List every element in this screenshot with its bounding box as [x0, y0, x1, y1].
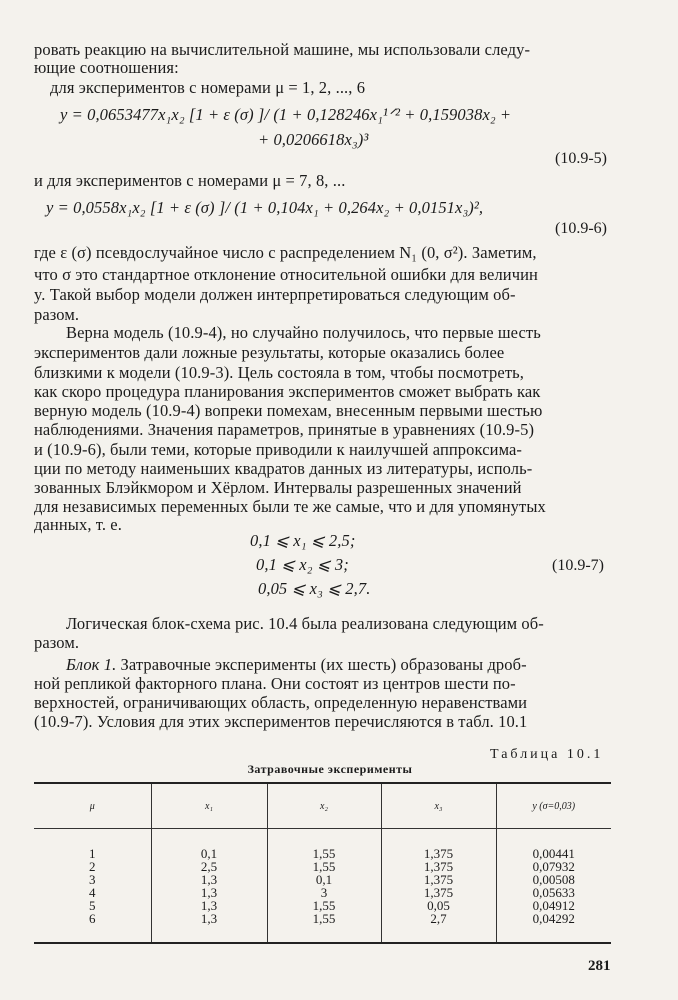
- cell: 0,07932: [532, 859, 575, 874]
- cell: 3: [320, 885, 328, 900]
- cell: 1,375: [423, 846, 454, 861]
- text-line-block1: [66, 655, 527, 675]
- block-label: Блок 1.: [66, 655, 117, 674]
- cell: 1,3: [200, 872, 218, 887]
- text-line: экспериментов дали ложные результаты, которые оказались более: [34, 343, 505, 362]
- text-line: верхностей, ограничивающих область, определенную неравенствами: [34, 693, 528, 712]
- header-y: y (σ=0,03): [496, 784, 611, 829]
- text-line: и для экспериментов с номерами μ = 7, 8, ...: [34, 171, 346, 190]
- equation-10-9-5-line1: y = 0,0653477x₁x₂ [1 + ε (σ) ]/ (1 + 0,128246x₁¹ᐟ² + 0,159038x₂ +: [60, 105, 512, 124]
- header-x2: x₂: [267, 784, 381, 829]
- text-line: зованных Блэйкмором и Хёрлом. Интервалы разрешенных значений: [34, 478, 522, 497]
- cell: 6: [89, 911, 96, 926]
- cell: 2,7: [430, 911, 447, 926]
- cell: 5: [89, 898, 96, 913]
- data-table: [34, 782, 611, 944]
- cell: 1,55: [312, 859, 336, 874]
- col-y-values: [496, 829, 611, 943]
- cell: 0,00508: [532, 872, 575, 887]
- equation-10-9-6: y = 0,0558x₁x₂ [1 + ε (σ) ]/ (1 + 0,104x₁ + 0,264x₂ + 0,0151x₃)²,: [46, 198, 484, 217]
- table-body-row: [34, 829, 611, 943]
- text-line: ющие соотношения:: [34, 58, 179, 77]
- text-line: для независимых переменных были те же самые, что и для упомянутых: [34, 497, 546, 516]
- cell: 0,05: [427, 898, 450, 913]
- cell: 1,375: [423, 859, 454, 874]
- cell: 0,05633: [532, 885, 575, 900]
- col-x1-values: [151, 829, 267, 943]
- equation-number-10-9-6: (10.9-6): [555, 220, 607, 237]
- header-x3: x₃: [381, 784, 496, 829]
- text-line: ровать реакцию на вычислительной машине, мы использовали следу-: [34, 40, 531, 59]
- text-line: для экспериментов с номерами μ = 1, 2, ..., 6: [50, 78, 366, 97]
- text-line: ной репликой факторного плана. Они состоят из центров шести по-: [34, 674, 516, 693]
- cell: 1,3: [200, 898, 218, 913]
- cell: 1,375: [423, 872, 454, 887]
- inequality-x3: 0,05 ⩽ x₃ ⩽ 2,7.: [258, 579, 371, 598]
- header-mu: μ: [34, 784, 151, 829]
- inequality-x1: 0,1 ⩽ x₁ ⩽ 2,5;: [250, 531, 356, 550]
- text-line: близкими к модели (10.9-3). Цель состояла в том, чтобы посмотреть,: [34, 363, 524, 382]
- cell: 1,55: [312, 846, 336, 861]
- text-line: Верна модель (10.9-4), но случайно получилось, что первые шесть: [66, 323, 541, 342]
- table-label: Таблица 10.1: [490, 747, 604, 762]
- col-mu-values: [34, 829, 151, 943]
- text-line: наблюдениями. Значения параметров, принятые в уравнениях (10.9-5): [34, 420, 535, 439]
- experiments-table: [34, 784, 611, 942]
- cell: 2: [89, 859, 96, 874]
- equation-number-10-9-5: (10.9-5): [555, 150, 607, 167]
- equation-10-9-5-line2: + 0,0206618x₃)³: [258, 130, 369, 149]
- cell: 3: [89, 872, 96, 887]
- text-line: разом.: [34, 633, 80, 652]
- text-line: что σ это стандартное отклонение относительной ошибки для величин: [34, 265, 538, 284]
- col-x3-values: [381, 829, 496, 943]
- page-number: 281: [588, 958, 611, 974]
- equation-number-10-9-7: (10.9-7): [552, 557, 604, 574]
- header-x1: x₁: [151, 784, 267, 829]
- text-line: как скоро процедура планирования экспериментов сможет выбрать как: [34, 382, 541, 401]
- text-line: где ε (σ) псевдослучайное число с распределением N₁ (0, σ²). Заметим,: [34, 243, 537, 262]
- cell: 0,04912: [532, 898, 575, 913]
- text-line: и (10.9-6), были теми, которые приводили к наилучшей аппроксима-: [34, 440, 523, 459]
- cell: 1: [89, 846, 96, 861]
- text-line: данных, т. е.: [34, 515, 122, 534]
- cell: 0,04292: [532, 911, 575, 926]
- cell: 1,3: [200, 885, 218, 900]
- cell: 1,3: [200, 911, 218, 926]
- cell: 2,5: [200, 859, 218, 874]
- block1-rest: Затравочные эксперименты (их шесть) образованы дроб-: [116, 655, 527, 674]
- cell: 1,55: [312, 898, 336, 913]
- cell: 0,1: [315, 872, 333, 887]
- cell: 4: [89, 885, 96, 900]
- text-line: верную модель (10.9-4) вопреки помехам, внесенным первыми шестью: [34, 401, 543, 420]
- cell: 0,00441: [532, 846, 575, 861]
- table-title: Затравочные эксперименты: [247, 762, 413, 776]
- col-x2-values: [267, 829, 381, 943]
- cell: 1,55: [312, 911, 336, 926]
- text-line: разом.: [34, 305, 80, 324]
- inequality-x2: 0,1 ⩽ x₂ ⩽ 3;: [256, 555, 349, 574]
- text-line: (10.9-7). Условия для этих экспериментов перечисляются в табл. 10.1: [34, 712, 528, 731]
- cell: 1,375: [423, 885, 454, 900]
- table-header-row: [34, 784, 611, 829]
- text-line: y. Такой выбор модели должен интерпретироваться следующим об-: [34, 285, 516, 304]
- cell: 0,1: [200, 846, 218, 861]
- text-line: Логическая блок-схема рис. 10.4 была реализована следующим об-: [66, 614, 544, 633]
- text-line: ции по методу наименьших квадратов данных из литературы, исполь-: [34, 459, 533, 478]
